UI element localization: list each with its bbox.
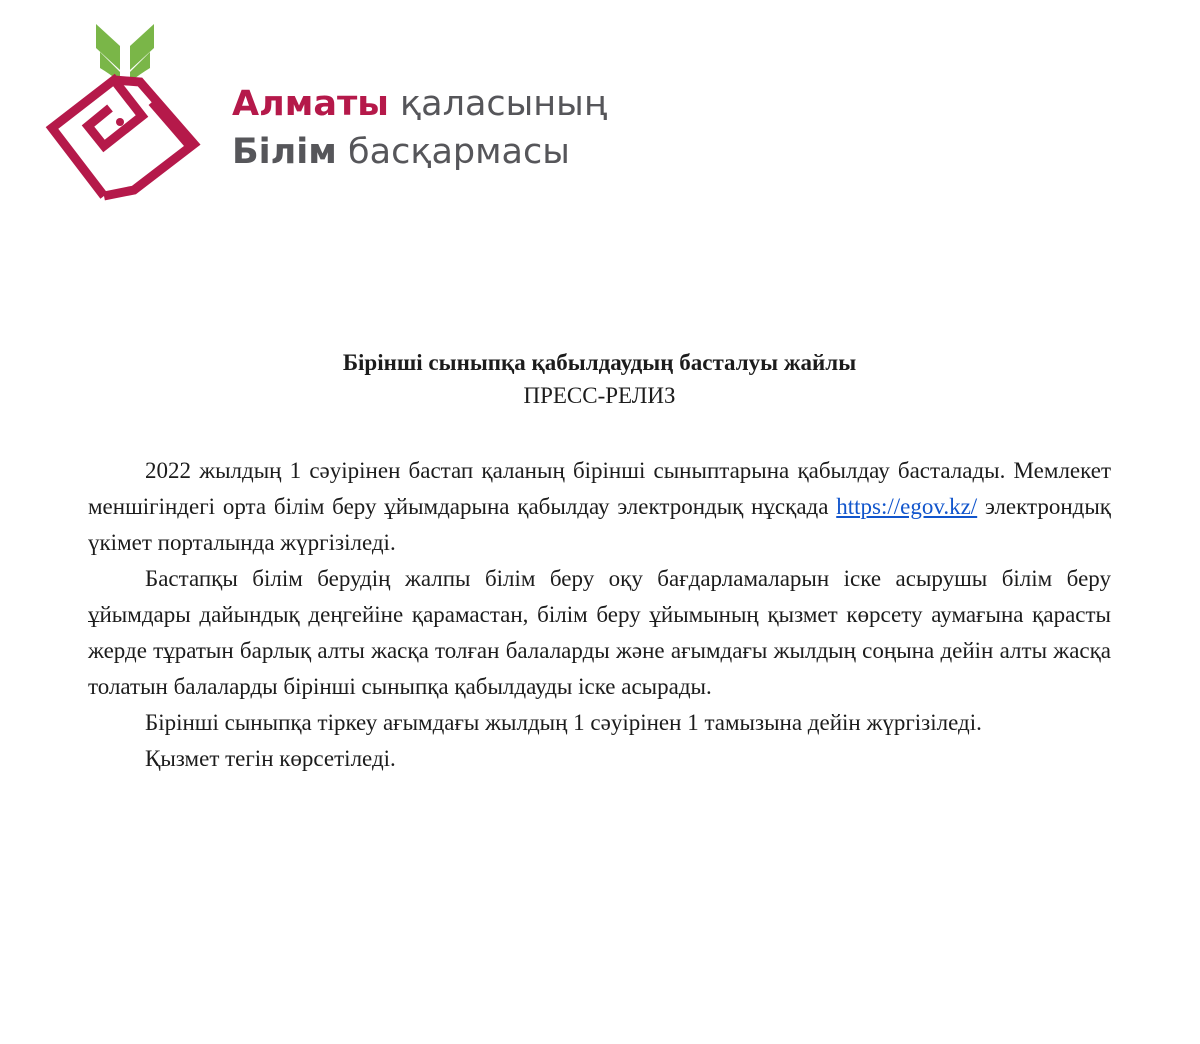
paragraph-4: Қызмет тегін көрсетіледі. xyxy=(145,746,396,771)
org-dept-name: Білім xyxy=(232,132,337,172)
document-title: Бірінші сыныпқа қабылдаудың басталуы жайлы xyxy=(342,350,857,375)
paragraph-1-text-start: 2022 жылдың 1 сәуірінен бастап қаланың бірінші сыныптарына қабылдау басталады. Мемлекет меншігіндегі орта білім беру ұйымдарына қабылдау электрондық нұсқада xyxy=(88,458,1111,519)
org-name-line-2 xyxy=(232,128,607,176)
org-name-line-1 xyxy=(232,80,607,128)
document-subtitle: ПРЕСС-РЕЛИЗ xyxy=(523,383,676,408)
egov-link[interactable]: https://egov.kz/ xyxy=(836,494,978,519)
org-dept-suffix: басқармасы xyxy=(336,132,570,172)
emblem-book-spiral-icon xyxy=(44,18,202,204)
org-city-name: Алматы xyxy=(232,84,389,124)
document-body xyxy=(88,346,1111,777)
paragraph-1 xyxy=(88,453,1111,561)
organization-name xyxy=(232,80,607,176)
paragraph-1-text-end: электрондық үкімет порталында жүргізіледі. xyxy=(88,494,1111,555)
paragraph-3: Бірінші сыныпқа тіркеу ағымдағы жылдың 1 сәуірінен 1 тамызына дейін жүргізіледі. xyxy=(145,710,982,735)
paragraph-2: Бастапқы білім берудің жалпы білім беру оқу бағдарламаларын іске асырушы білім беру ұйымдары дайындық деңгейіне қарамастан, білім беру ұйымының қызмет көрсету аумағына қарасты жерде тұратын барлық алты жасқа толған балаларды және ағымдағы жылдың соңына дейін алты жасқа толатын балаларды бірінші сыныпқа қабылдауды іске асырады. xyxy=(88,566,1111,699)
org-city-suffix: қаласының xyxy=(388,84,607,124)
